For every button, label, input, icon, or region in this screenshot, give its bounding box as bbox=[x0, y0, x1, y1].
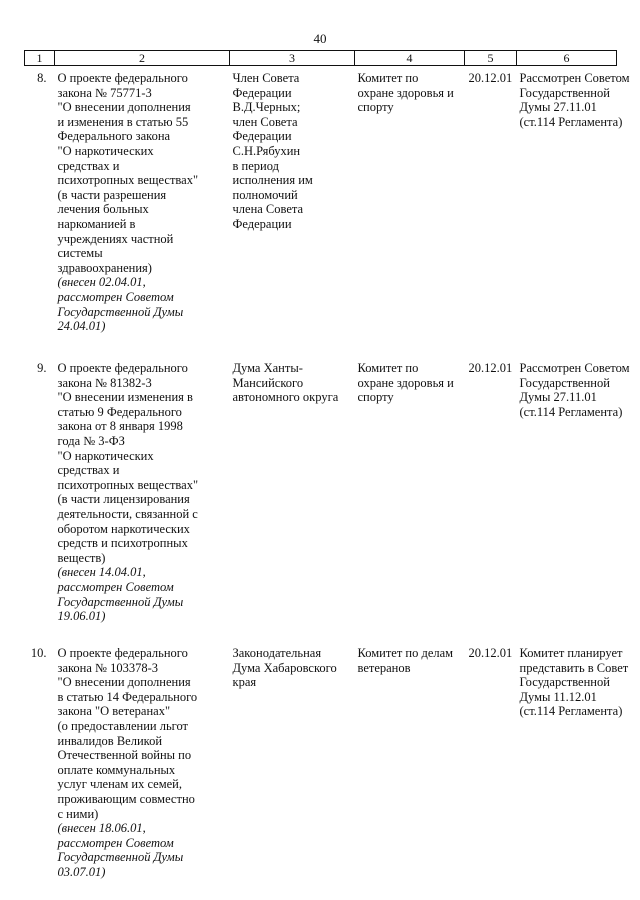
bill-title-line: закона от 8 января 1998 bbox=[57, 419, 183, 434]
bill-title-line: "О наркотических bbox=[57, 143, 154, 158]
committee-line: спорту bbox=[357, 390, 394, 405]
submission-note-line: 03.07.01) bbox=[57, 864, 106, 879]
bill-title-line: услуг членам их семей, bbox=[57, 777, 182, 792]
status-line: (ст.114 Регламента) bbox=[519, 704, 623, 719]
table-row bbox=[25, 66, 617, 357]
initiator-line: Федерации bbox=[232, 129, 292, 144]
submission-note-line: (внесен 02.04.01, bbox=[57, 275, 146, 290]
initiator-line: края bbox=[232, 675, 257, 690]
initiator-line: В.Д.Черных; bbox=[232, 100, 301, 115]
initiator-line: Федерации bbox=[232, 85, 292, 100]
bill-title-line: Отечественной войны по bbox=[57, 748, 192, 763]
committee-line: Комитет по делам bbox=[357, 646, 454, 660]
status-cell bbox=[517, 66, 630, 357]
column-header: 1 bbox=[25, 51, 55, 66]
submission-note-line: Государственной Думы bbox=[57, 304, 184, 319]
bill-title-line: деятельности, связанной с bbox=[57, 506, 198, 521]
submission-note-line: Государственной Думы bbox=[57, 850, 184, 865]
committee-cell bbox=[355, 641, 465, 896]
bill-title-line: психотропных веществах" bbox=[57, 477, 199, 492]
status-line: представить в Совет bbox=[519, 660, 629, 675]
column-header: 2 bbox=[55, 51, 230, 66]
status-line: Рассмотрен Советом bbox=[519, 71, 630, 85]
bill-title-line: средств и психотропных bbox=[57, 536, 188, 551]
row-number: 10. bbox=[30, 646, 47, 660]
submission-note-line: рассмотрен Советом bbox=[57, 835, 174, 850]
bill-title-line: (в части лицензирования bbox=[57, 492, 190, 507]
initiator-line: С.Н.Рябухин bbox=[232, 143, 301, 158]
bill-title-line: лечения больных bbox=[57, 202, 149, 217]
bill-title-line: закона № 103378-3 bbox=[57, 660, 159, 675]
initiator-line: члена Совета bbox=[232, 202, 304, 217]
initiator-cell bbox=[230, 641, 355, 896]
bill-title-line: О проекте федерального bbox=[57, 361, 188, 375]
bill-title-line: "О наркотических bbox=[57, 448, 154, 463]
row-number: 8. bbox=[37, 71, 47, 85]
status-line: Государственной bbox=[519, 85, 610, 100]
column-number-row bbox=[25, 51, 617, 66]
column-header: 6 bbox=[517, 51, 617, 66]
bill-title-line: веществ) bbox=[57, 550, 106, 565]
status-cell bbox=[517, 356, 630, 641]
bill-title-line: учреждениях частной bbox=[57, 231, 174, 246]
bill-title-line: психотропных веществах" bbox=[57, 173, 199, 188]
bill-title-line: "О внесении дополнения bbox=[57, 675, 191, 690]
bill-title-line: "О внесении дополнения bbox=[57, 100, 191, 115]
row-number: 9. bbox=[37, 361, 47, 375]
submission-note-line: Государственной Думы bbox=[57, 594, 184, 609]
initiator-line: исполнения им bbox=[232, 173, 313, 188]
bill-title-line: закона № 81382-3 bbox=[57, 375, 152, 390]
initiator-line: автономного округа bbox=[232, 390, 339, 405]
bill-title-line: средствах и bbox=[57, 158, 120, 173]
status-line: Думы 11.12.01 bbox=[519, 689, 597, 704]
page-number: 40 bbox=[313, 31, 327, 46]
bill-title-line: в статью 14 Федерального bbox=[57, 689, 198, 704]
initiator-line: Дума Ханты- bbox=[232, 361, 303, 375]
bill-title-line: оборотом наркотических bbox=[57, 521, 190, 536]
committee-cell bbox=[355, 356, 465, 641]
bill-title-line: проживающим совместно bbox=[57, 791, 195, 806]
submission-note-line: рассмотрен Советом bbox=[57, 579, 174, 594]
submission-note-line: 24.04.01) bbox=[57, 319, 106, 334]
bill-title-cell bbox=[55, 641, 230, 896]
column-header: 5 bbox=[465, 51, 517, 66]
committee-line: охране здоровья и bbox=[357, 85, 454, 100]
status-line: (ст.114 Регламента) bbox=[519, 404, 623, 419]
initiator-line: Законодательная bbox=[232, 646, 322, 660]
submission-note-line: (внесен 18.06.01, bbox=[57, 821, 146, 836]
submission-note-line: 19.06.01) bbox=[57, 609, 106, 624]
status-line: Комитет планирует bbox=[519, 646, 623, 660]
table-row bbox=[25, 641, 617, 896]
bill-title-cell bbox=[55, 356, 230, 641]
status-line: Государственной bbox=[519, 375, 610, 390]
initiator-line: Федерации bbox=[232, 216, 292, 231]
bill-title-line: "О внесении изменения в bbox=[57, 390, 193, 405]
bill-title-line: и изменения в статью 55 bbox=[57, 114, 189, 129]
bill-title-line: Федерального закона bbox=[57, 129, 171, 144]
status-line: Рассмотрен Советом bbox=[519, 361, 630, 375]
initiator-line: член Совета bbox=[232, 114, 298, 129]
bill-title-line: инвалидов Великой bbox=[57, 733, 163, 748]
status-line: Думы 27.11.01 bbox=[519, 100, 597, 115]
submission-note-line: (внесен 14.04.01, bbox=[57, 565, 146, 580]
bill-title-line: средствах и bbox=[57, 463, 120, 478]
committee-line: Комитет по bbox=[357, 361, 419, 375]
initiator-line: в период bbox=[232, 158, 279, 173]
submission-note-line: рассмотрен Советом bbox=[57, 289, 174, 304]
bill-title-line: О проекте федерального bbox=[57, 646, 188, 660]
committee-line: ветеранов bbox=[357, 660, 411, 675]
status-line: (ст.114 Регламента) bbox=[519, 114, 623, 129]
bill-title-line: с ними) bbox=[57, 806, 99, 821]
bill-title-line: системы bbox=[57, 246, 103, 261]
date-cell: 20.12.01 bbox=[468, 361, 513, 375]
bill-title-line: оплате коммунальных bbox=[57, 762, 176, 777]
committee-line: Комитет по bbox=[357, 71, 419, 85]
initiator-line: полномочий bbox=[232, 187, 298, 202]
column-header: 4 bbox=[355, 51, 465, 66]
date-cell: 20.12.01 bbox=[468, 646, 513, 660]
status-line: Думы 27.11.01 bbox=[519, 390, 597, 405]
bill-title-cell bbox=[55, 66, 230, 357]
initiator-cell bbox=[230, 66, 355, 357]
bill-title-line: здравоохранения) bbox=[57, 260, 152, 275]
bill-title-line: статью 9 Федерального bbox=[57, 404, 182, 419]
initiator-line: Член Совета bbox=[232, 71, 300, 85]
table-row bbox=[25, 356, 617, 641]
bill-title-line: (о предоставлении льгот bbox=[57, 718, 189, 733]
column-header: 3 bbox=[230, 51, 355, 66]
initiator-line: Мансийского bbox=[232, 375, 304, 390]
bill-title-line: года № 3-ФЗ bbox=[57, 433, 125, 448]
bill-title-line: наркоманией в bbox=[57, 216, 136, 231]
bills-table bbox=[24, 50, 630, 896]
status-cell bbox=[517, 641, 629, 896]
initiator-cell bbox=[230, 356, 355, 641]
bill-title-line: закона № 75771-3 bbox=[57, 85, 152, 100]
committee-cell bbox=[355, 66, 465, 357]
bill-title-line: О проекте федерального bbox=[57, 71, 188, 85]
initiator-line: Дума Хабаровского bbox=[232, 660, 337, 675]
date-cell: 20.12.01 bbox=[468, 71, 513, 85]
bill-title-line: закона "О ветеранах" bbox=[57, 704, 171, 719]
bill-title-line: (в части разрешения bbox=[57, 187, 167, 202]
committee-line: охране здоровья и bbox=[357, 375, 454, 390]
status-line: Государственной bbox=[519, 675, 610, 690]
committee-line: спорту bbox=[357, 100, 394, 115]
